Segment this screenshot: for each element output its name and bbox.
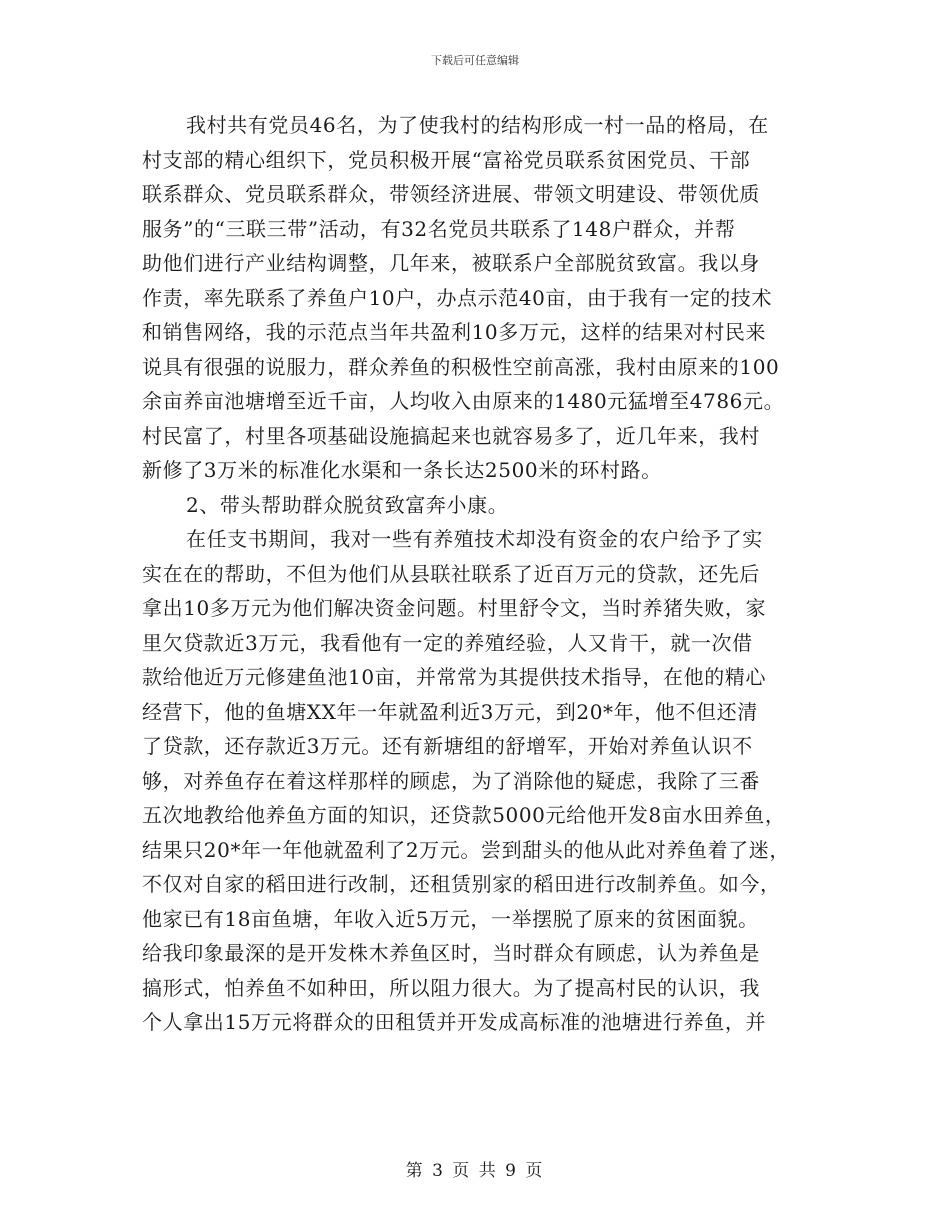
text-line: 服务”的“三联三带”活动，有32名党员共联系了148户群众，并帮 (142, 216, 736, 241)
text-line: 给我印象最深的是开发株木养鱼区时，当时群众有顾虑，认为养鱼是 (142, 941, 760, 965)
text-line: 款给他近万元修建鱼池10亩，并常常为其提供技术指导，在他的精心 (142, 665, 767, 689)
page-footer: 第 3 页 共 9 页 (405, 1161, 545, 1181)
text-line: 余亩养亩池塘增至近千亩，人均收入由原来的1480元猛增至4786元。 (142, 389, 785, 413)
page-header: 下载后可任意编辑 (431, 54, 519, 67)
text-line: 五次地教给他养鱼方面的知识，还贷款5000元给他开发8亩水田养鱼， (142, 803, 786, 827)
text-line: 我村共有党员46名，为了使我村的结构形成一村一品的格局，在 (186, 113, 769, 137)
text-line: 不仅对自家的稻田进行改制，还租赁别家的稻田进行改制养鱼。如今， (142, 872, 781, 896)
document-body (142, 108, 810, 1040)
text-line: 个人拿出15万元将群众的田租赁并开发成高标准的池塘进行养鱼，并 (142, 1010, 767, 1034)
text-line: 经营下，他的鱼塘XX年一年就盈利近3万元，到20*年，他不但还清 (142, 699, 758, 724)
text-line: 2、带头帮助群众脱贫致富奔小康。 (186, 492, 509, 517)
text-line: 新修了3万米的标准化水渠和一条长达2500米的环村路。 (142, 458, 662, 482)
text-line: 村支部的精心组织下，党员积极开展“富裕党员联系贫困党员、干部 (142, 147, 751, 172)
text-line: 结果只20*年一年他就盈利了2万元。尝到甜头的他从此对养鱼着了迷， (142, 837, 790, 862)
text-line: 助他们进行产业结构调整，几年来，被联系户全部脱贫致富。我以身 (142, 251, 760, 275)
text-line: 在任支书期间，我对一些有养殖技术却没有资金的农户给予了实 (186, 527, 763, 551)
text-line: 了贷款，还存款近3万元。还有新塘组的舒增军，开始对养鱼认识不 (142, 734, 753, 758)
text-line: 搞形式，怕养鱼不如种田，所以阻力很大。为了提高村民的认识，我 (142, 975, 760, 1000)
text-line: 说具有很强的说服力，群众养鱼的积极性空前高涨，我村由原来的100 (142, 354, 780, 379)
text-line: 实在在的帮助，不但为他们从县联社联系了近百万元的贷款，还先后 (142, 561, 760, 586)
text-line: 村民富了，村里各项基础设施搞起来也就容易多了，近几年来，我村 (142, 423, 760, 448)
text-line: 里欠贷款近3万元，我看他有一定的养殖经验，人又肯干，就一次借 (142, 630, 753, 655)
text-line: 够，对养鱼存在着这样那样的顾虑，为了消除他的疑虑，我除了三番 (142, 768, 760, 793)
text-line: 和销售网络，我的示范点当年共盈利10多万元，这样的结果对村民来 (142, 320, 767, 344)
text-line: 联系群众、党员联系群众，带领经济进展、带领文明建设、带领优质 (142, 182, 760, 206)
text-line: 作责，率先联系了养鱼户10户，办点示范40亩，由于我有一定的技术 (142, 285, 773, 310)
text-line: 他家已有18亩鱼塘，年收入近5万元，一举摆脱了原来的贫困面貌。 (142, 906, 759, 931)
text-line: 拿出10多万元为他们解决资金问题。村里舒令文，当时养猪失败，家 (142, 596, 767, 620)
